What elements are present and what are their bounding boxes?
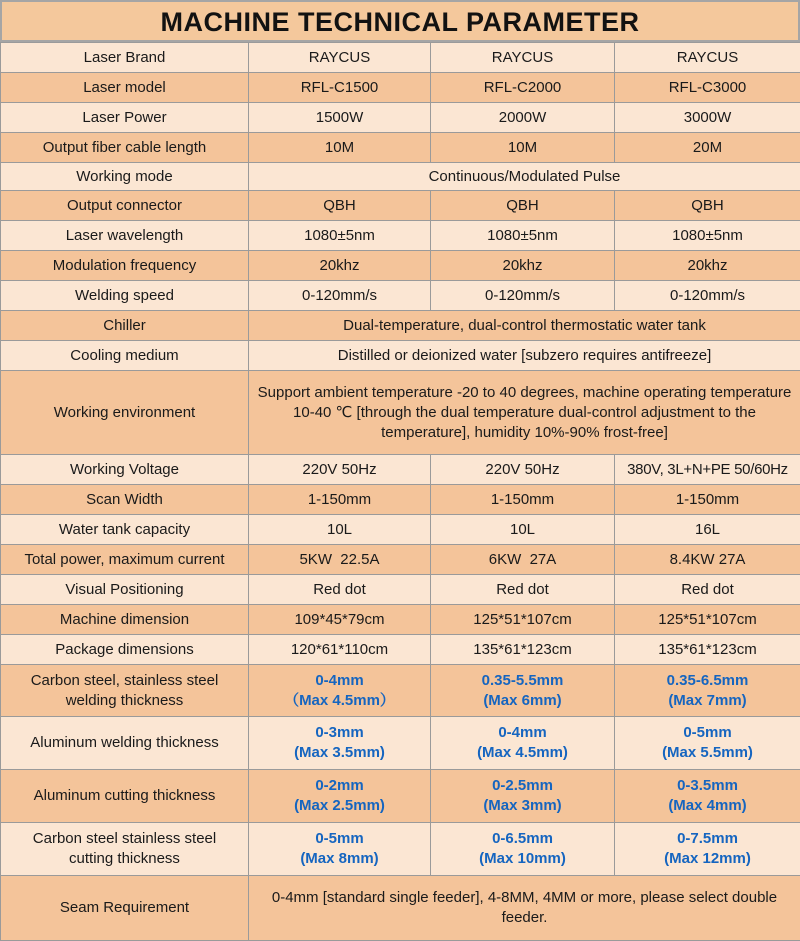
value-cell: 8.4KW 27A <box>615 545 800 575</box>
value-cell: 10L <box>249 515 431 545</box>
page-title: MACHINE TECHNICAL PARAMETER <box>0 0 800 42</box>
value-cell: 125*51*107cm <box>431 605 615 635</box>
table-row <box>1 73 800 103</box>
row-label: Working environment <box>1 371 249 455</box>
row-label: Package dimensions <box>1 635 249 665</box>
value-cell: 16L <box>615 515 800 545</box>
table-row <box>1 221 800 251</box>
value-cell: RFL-C1500 <box>249 73 431 103</box>
max-value: (Max 5.5mm) <box>618 743 797 763</box>
value-cell <box>615 823 800 876</box>
value-cell: 6KW 27A <box>431 545 615 575</box>
value-cell: 220V 50Hz <box>249 455 431 485</box>
row-label: Laser Brand <box>1 43 249 73</box>
value-cell: Support ambient temperature -20 to 40 degrees, machine operating temperature 10-40 ℃ [through the dual temperature dual-control adjustment to the temperature], humidity 10%-90% frost-free] <box>249 371 800 455</box>
max-value: （Max 4.5mm） <box>252 691 427 711</box>
value-cell: RAYCUS <box>431 43 615 73</box>
table-row <box>1 545 800 575</box>
value-cell: 0-120mm/s <box>615 281 800 311</box>
table-row <box>1 605 800 635</box>
max-value: (Max 12mm) <box>618 849 797 869</box>
row-label: Scan Width <box>1 485 249 515</box>
row-label: Output connector <box>1 191 249 221</box>
value-cell <box>615 717 800 770</box>
value-cell: 135*61*123cm <box>615 635 800 665</box>
value-cell: Distilled or deionized water [subzero requires antifreeze] <box>249 341 800 371</box>
value-cell: 20khz <box>249 251 431 281</box>
value-cell <box>431 717 615 770</box>
value-cell <box>249 770 431 823</box>
value-cell: 20khz <box>431 251 615 281</box>
max-value: (Max 4mm) <box>618 796 797 816</box>
value-cell: 1-150mm <box>431 485 615 515</box>
parameter-table <box>0 42 800 941</box>
row-label: Aluminum welding thickness <box>1 717 249 770</box>
table-row <box>1 163 800 191</box>
value-cell: QBH <box>431 191 615 221</box>
row-label: Aluminum cutting thickness <box>1 770 249 823</box>
range-value: 0-4mm <box>252 671 427 691</box>
row-label-line: cutting thickness <box>4 849 245 869</box>
table-row <box>1 823 800 876</box>
value-cell: Red dot <box>249 575 431 605</box>
value-cell: 1080±5nm <box>615 221 800 251</box>
max-value: (Max 8mm) <box>252 849 427 869</box>
value-cell: 135*61*123cm <box>431 635 615 665</box>
row-label: Cooling medium <box>1 341 249 371</box>
value-cell: 120*61*110cm <box>249 635 431 665</box>
value-cell: RAYCUS <box>615 43 800 73</box>
value-cell: 125*51*107cm <box>615 605 800 635</box>
max-value: (Max 6mm) <box>434 691 611 711</box>
range-value: 0-5mm <box>252 829 427 849</box>
value-cell: QBH <box>249 191 431 221</box>
table-row <box>1 133 800 163</box>
max-value: (Max 10mm) <box>434 849 611 869</box>
table-row <box>1 717 800 770</box>
table-row <box>1 281 800 311</box>
value-cell <box>431 770 615 823</box>
range-value: 0-4mm <box>434 723 611 743</box>
value-cell <box>615 665 800 717</box>
value-cell: RFL-C3000 <box>615 73 800 103</box>
value-cell: 109*45*79cm <box>249 605 431 635</box>
row-label-line: Carbon steel, stainless steel <box>4 671 245 691</box>
table-row <box>1 770 800 823</box>
row-label: Output fiber cable length <box>1 133 249 163</box>
range-value: 0-6.5mm <box>434 829 611 849</box>
value-cell <box>249 823 431 876</box>
row-label: Working mode <box>1 163 249 191</box>
value-cell: 1-150mm <box>615 485 800 515</box>
value-cell <box>249 717 431 770</box>
range-value: 0-3mm <box>252 723 427 743</box>
range-value: 0-3.5mm <box>618 776 797 796</box>
value-cell: 5KW 22.5A <box>249 545 431 575</box>
value-cell <box>615 770 800 823</box>
value-cell: QBH <box>615 191 800 221</box>
value-cell: 0-4mm [standard single feeder], 4-8MM, 4MM or more, please select double feeder. <box>249 876 800 941</box>
value-cell: RAYCUS <box>249 43 431 73</box>
table-row <box>1 311 800 341</box>
range-value: 0-2.5mm <box>434 776 611 796</box>
value-cell: 10M <box>431 133 615 163</box>
value-cell: 1-150mm <box>249 485 431 515</box>
value-cell: 1080±5nm <box>431 221 615 251</box>
value-cell: Red dot <box>431 575 615 605</box>
value-cell: 380V, 3L+N+PE 50/60Hz <box>615 455 800 485</box>
table-row <box>1 515 800 545</box>
value-cell: 10L <box>431 515 615 545</box>
value-cell: 20khz <box>615 251 800 281</box>
table-row <box>1 103 800 133</box>
value-cell: Red dot <box>615 575 800 605</box>
row-label-line: Carbon steel stainless steel <box>4 829 245 849</box>
row-label: Laser Power <box>1 103 249 133</box>
row-label: Laser wavelength <box>1 221 249 251</box>
max-value: (Max 7mm) <box>618 691 797 711</box>
value-cell: 1080±5nm <box>249 221 431 251</box>
table-row <box>1 43 800 73</box>
value-cell: 0-120mm/s <box>431 281 615 311</box>
row-label: Welding speed <box>1 281 249 311</box>
row-label: Visual Positioning <box>1 575 249 605</box>
table-row <box>1 371 800 455</box>
row-label: Working Voltage <box>1 455 249 485</box>
value-cell <box>431 665 615 717</box>
value-cell: 20M <box>615 133 800 163</box>
value-cell: Dual-temperature, dual-control thermostatic water tank <box>249 311 800 341</box>
row-label: Water tank capacity <box>1 515 249 545</box>
max-value: (Max 3.5mm) <box>252 743 427 763</box>
row-label: Total power, maximum current <box>1 545 249 575</box>
max-value: (Max 3mm) <box>434 796 611 816</box>
row-label: Seam Requirement <box>1 876 249 941</box>
max-value: (Max 2.5mm) <box>252 796 427 816</box>
table-row <box>1 635 800 665</box>
table-row <box>1 191 800 221</box>
range-value: 0.35-5.5mm <box>434 671 611 691</box>
value-cell: 2000W <box>431 103 615 133</box>
value-cell <box>249 665 431 717</box>
row-label: Modulation frequency <box>1 251 249 281</box>
value-cell: 3000W <box>615 103 800 133</box>
row-label: Laser model <box>1 73 249 103</box>
row-label <box>1 665 249 717</box>
table-row <box>1 485 800 515</box>
row-label: Machine dimension <box>1 605 249 635</box>
value-cell <box>431 823 615 876</box>
value-cell: Continuous/Modulated Pulse <box>249 163 800 191</box>
value-cell: 10M <box>249 133 431 163</box>
range-value: 0.35-6.5mm <box>618 671 797 691</box>
value-cell: 1500W <box>249 103 431 133</box>
table-row <box>1 665 800 717</box>
range-value: 0-2mm <box>252 776 427 796</box>
row-label-line: welding thickness <box>4 691 245 711</box>
value-cell: RFL-C2000 <box>431 73 615 103</box>
table-row <box>1 341 800 371</box>
table-row <box>1 876 800 941</box>
range-value: 0-7.5mm <box>618 829 797 849</box>
range-value: 0-5mm <box>618 723 797 743</box>
table-row <box>1 455 800 485</box>
value-cell: 220V 50Hz <box>431 455 615 485</box>
row-label: Chiller <box>1 311 249 341</box>
value-cell: 0-120mm/s <box>249 281 431 311</box>
max-value: (Max 4.5mm) <box>434 743 611 763</box>
row-label <box>1 823 249 876</box>
table-row <box>1 575 800 605</box>
table-row <box>1 251 800 281</box>
